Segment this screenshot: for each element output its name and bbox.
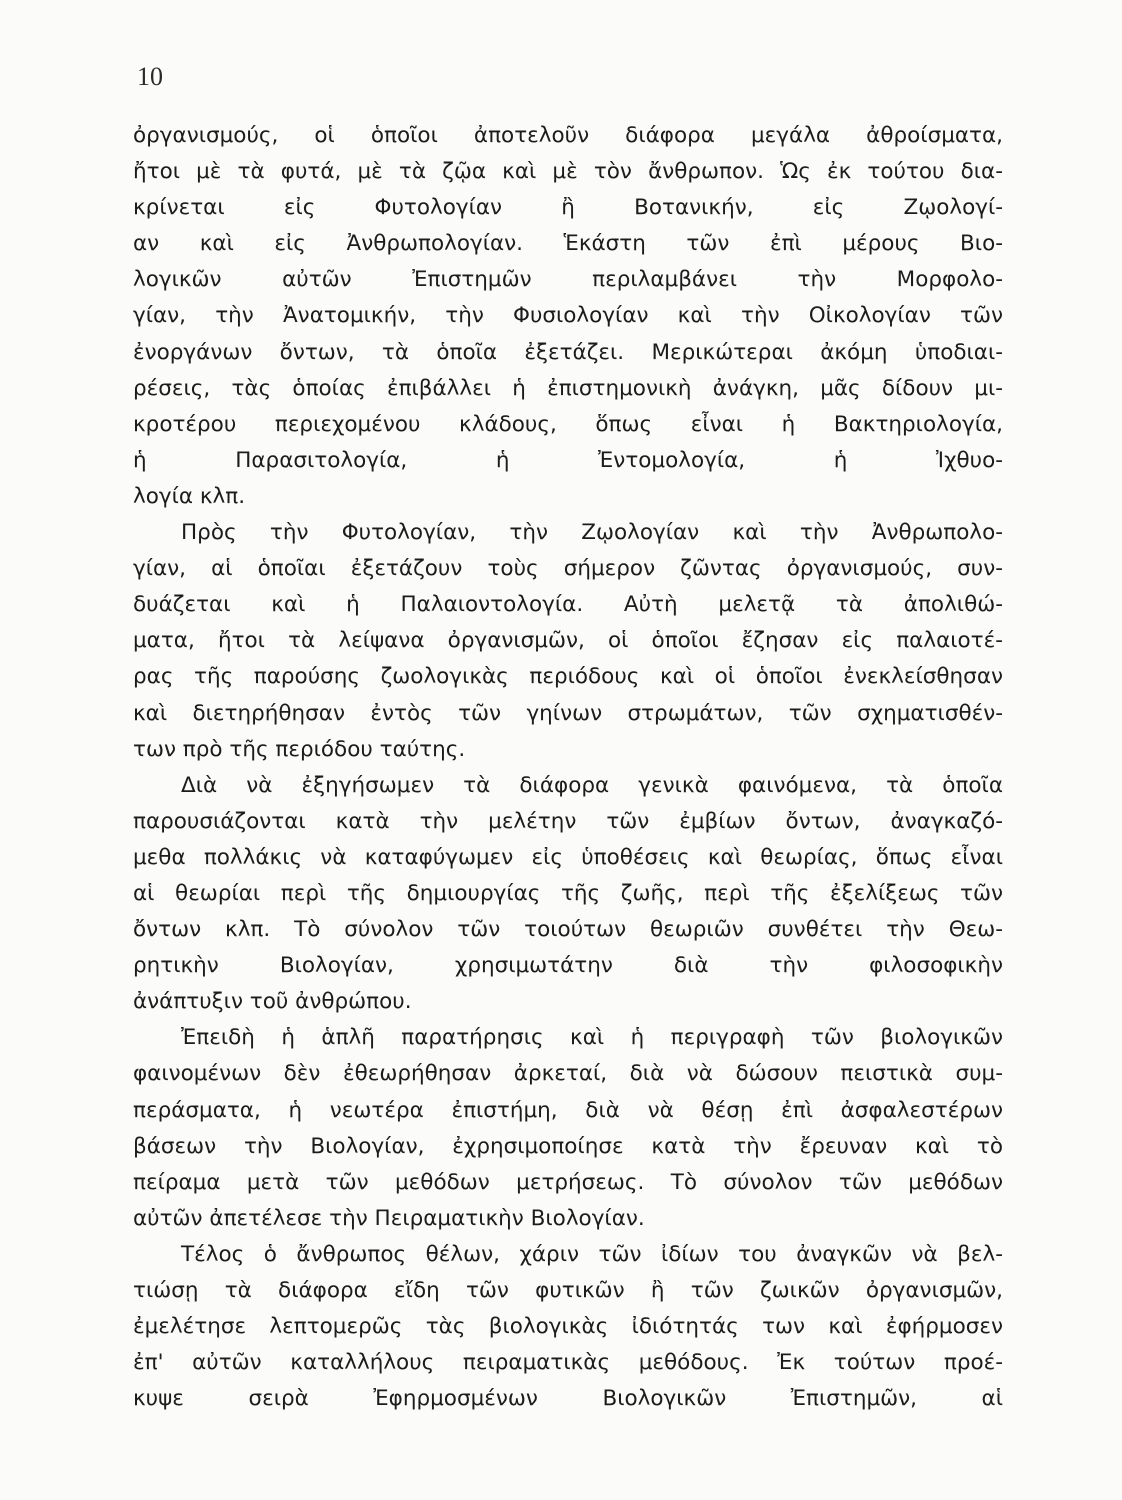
text-line: γίαν, αἱ ὁποῖαι ἐξετάζουν τοὺς σήμερον ζῶντας ὀργανισμούς, συν- xyxy=(133,556,1003,582)
text-line: ρας τῆς παρούσης ζωολογικὰς περιόδους καὶ οἱ ὁποῖοι ἐνεκλείσθησαν xyxy=(133,664,1003,690)
paragraph-1 xyxy=(133,118,1003,515)
text-line: λογία κλπ. xyxy=(133,483,246,509)
text-line: ὀργανισμούς, οἱ ὁποῖοι ἀποτελοῦν διάφορα μεγάλα ἀθροίσματα, xyxy=(133,123,1003,148)
text-line: φαινομένων δὲν ἐθεωρήθησαν ἀρκεταί, διὰ νὰ δώσουν πειστικὰ συμ- xyxy=(133,1061,1003,1087)
text-line: ἡ Παρασιτολογία, ἡ Ἐντομολογία, ἡ Ἰχθυο- xyxy=(133,447,1003,473)
page-number: 10 xyxy=(137,62,163,91)
text-line: ἐμελέτησε λεπτομερῶς τὰς βιολογικὰς ἰδιότητάς των καὶ ἐφήρμοσεν xyxy=(133,1314,1003,1340)
text-line: τιώσῃ τὰ διάφορα εἴδη τῶν φυτικῶν ἢ τῶν ζωικῶν ὀργανισμῶν, xyxy=(133,1278,1003,1303)
text-line: κυψε σειρὰ Ἐφηρμοσμένων Βιολογικῶν Ἐπιστημῶν, αἱ xyxy=(133,1386,1003,1412)
text-line: ρέσεις, τὰς ὁποίας ἐπιβάλλει ἡ ἐπιστημονικὴ ἀνάγκη, μᾶς δίδουν μι- xyxy=(133,375,1003,401)
text-line: βάσεων τὴν Βιολογίαν, ἐχρησιμοποίησε κατὰ τὴν ἔρευναν καὶ τὸ xyxy=(133,1133,1003,1159)
text-line: δυάζεται καὶ ἡ Παλαιοντολογία. Αὐτὴ μελετᾷ τὰ ἀπολιθώ- xyxy=(133,592,1003,618)
text-line: πείραμα μετὰ τῶν μεθόδων μετρήσεως. Τὸ σύνολον τῶν μεθόδων xyxy=(133,1169,1003,1195)
text-line: κροτέρου περιεχομένου κλάδους, ὅπως εἶναι ἡ Βακτηριολογία, xyxy=(133,411,1003,437)
text-line: ἀνάπτυξιν τοῦ ἀνθρώπου. xyxy=(133,989,412,1015)
text-line: λογικῶν αὐτῶν Ἐπιστημῶν περιλαμβάνει τὴν Μορφολο- xyxy=(133,267,1003,293)
text-line: ἐπ' αὐτῶν καταλλήλους πειραματικὰς μεθόδους. Ἐκ τούτων προέ- xyxy=(133,1350,1003,1376)
text-line: των πρὸ τῆς περιόδου ταύτης. xyxy=(133,736,466,762)
text-line: παρουσιάζονται κατὰ τὴν μελέτην τῶν ἐμβίων ὄντων, ἀναγκαζό- xyxy=(133,808,1003,834)
text-line: ἤτοι μὲ τὰ φυτά, μὲ τὰ ζῷα καὶ μὲ τὸν ἄνθρωπον. Ὡς ἐκ τούτου δια- xyxy=(133,159,1003,185)
text-line: καὶ διετηρήθησαν ἐντὸς τῶν γηίνων στρωμάτων, τῶν σχηματισθέν- xyxy=(133,700,1003,726)
text-line: ἐνοργάνων ὄντων, τὰ ὁποῖα ἐξετάζει. Μερικώτεραι ἀκόμη ὑποδιαι- xyxy=(133,339,1003,365)
body-text xyxy=(133,118,1003,1417)
text-line: αἱ θεωρίαι περὶ τῆς δημιουργίας τῆς ζωῆς, περὶ τῆς ἐξελίξεως τῶν xyxy=(133,880,1003,906)
paragraph-3 xyxy=(133,768,1003,1021)
text-line: Ἐπειδὴ ἡ ἁπλῆ παρατήρησις καὶ ἡ περιγραφὴ τῶν βιολογικῶν xyxy=(181,1025,1003,1051)
text-line: Διὰ νὰ ἐξηγήσωμεν τὰ διάφορα γενικὰ φαινόμενα, τὰ ὁποῖα xyxy=(181,772,1003,798)
paragraph-5 xyxy=(133,1237,1003,1417)
text-line: κρίνεται εἰς Φυτολογίαν ἢ Βοτανικήν, εἰς Ζῳολογί- xyxy=(133,195,1003,221)
text-line: ὄντων κλπ. Τὸ σύνολον τῶν τοιούτων θεωριῶν συνθέτει τὴν Θεω- xyxy=(133,917,1003,943)
text-line: αὐτῶν ἀπετέλεσε τὴν Πειραματικὴν Βιολογίαν. xyxy=(133,1205,645,1231)
text-line: μεθα πολλάκις νὰ καταφύγωμεν εἰς ὑποθέσεις καὶ θεωρίας, ὅπως εἶναι xyxy=(133,844,1003,870)
text-line: Τέλος ὁ ἄνθρωπος θέλων, χάριν τῶν ἰδίων του ἀναγκῶν νὰ βελ- xyxy=(181,1241,1003,1267)
text-line: ρητικὴν Βιολογίαν, χρησιμωτάτην διὰ τὴν φιλοσοφικὴν xyxy=(133,953,1003,979)
text-line: περάσματα, ἡ νεωτέρα ἐπιστήμη, διὰ νὰ θέσῃ ἐπὶ ἀσφαλεστέρων xyxy=(133,1097,1003,1123)
text-line: ματα, ἤτοι τὰ λείψανα ὀργανισμῶν, οἱ ὁποῖοι ἔζησαν εἰς παλαιοτέ- xyxy=(133,628,1003,654)
text-line: γίαν, τὴν Ἀνατομικήν, τὴν Φυσιολογίαν καὶ τὴν Οἰκολογίαν τῶν xyxy=(133,303,1003,329)
text-line: Πρὸς τὴν Φυτολογίαν, τὴν Ζῳολογίαν καὶ τὴν Ἀνθρωπολο- xyxy=(181,520,1003,546)
paragraph-4 xyxy=(133,1020,1003,1237)
text-line: αν καὶ εἰς Ἀνθρωπολογίαν. Ἑκάστη τῶν ἐπὶ μέρους Βιο- xyxy=(133,231,1003,257)
paragraph-2 xyxy=(133,515,1003,768)
